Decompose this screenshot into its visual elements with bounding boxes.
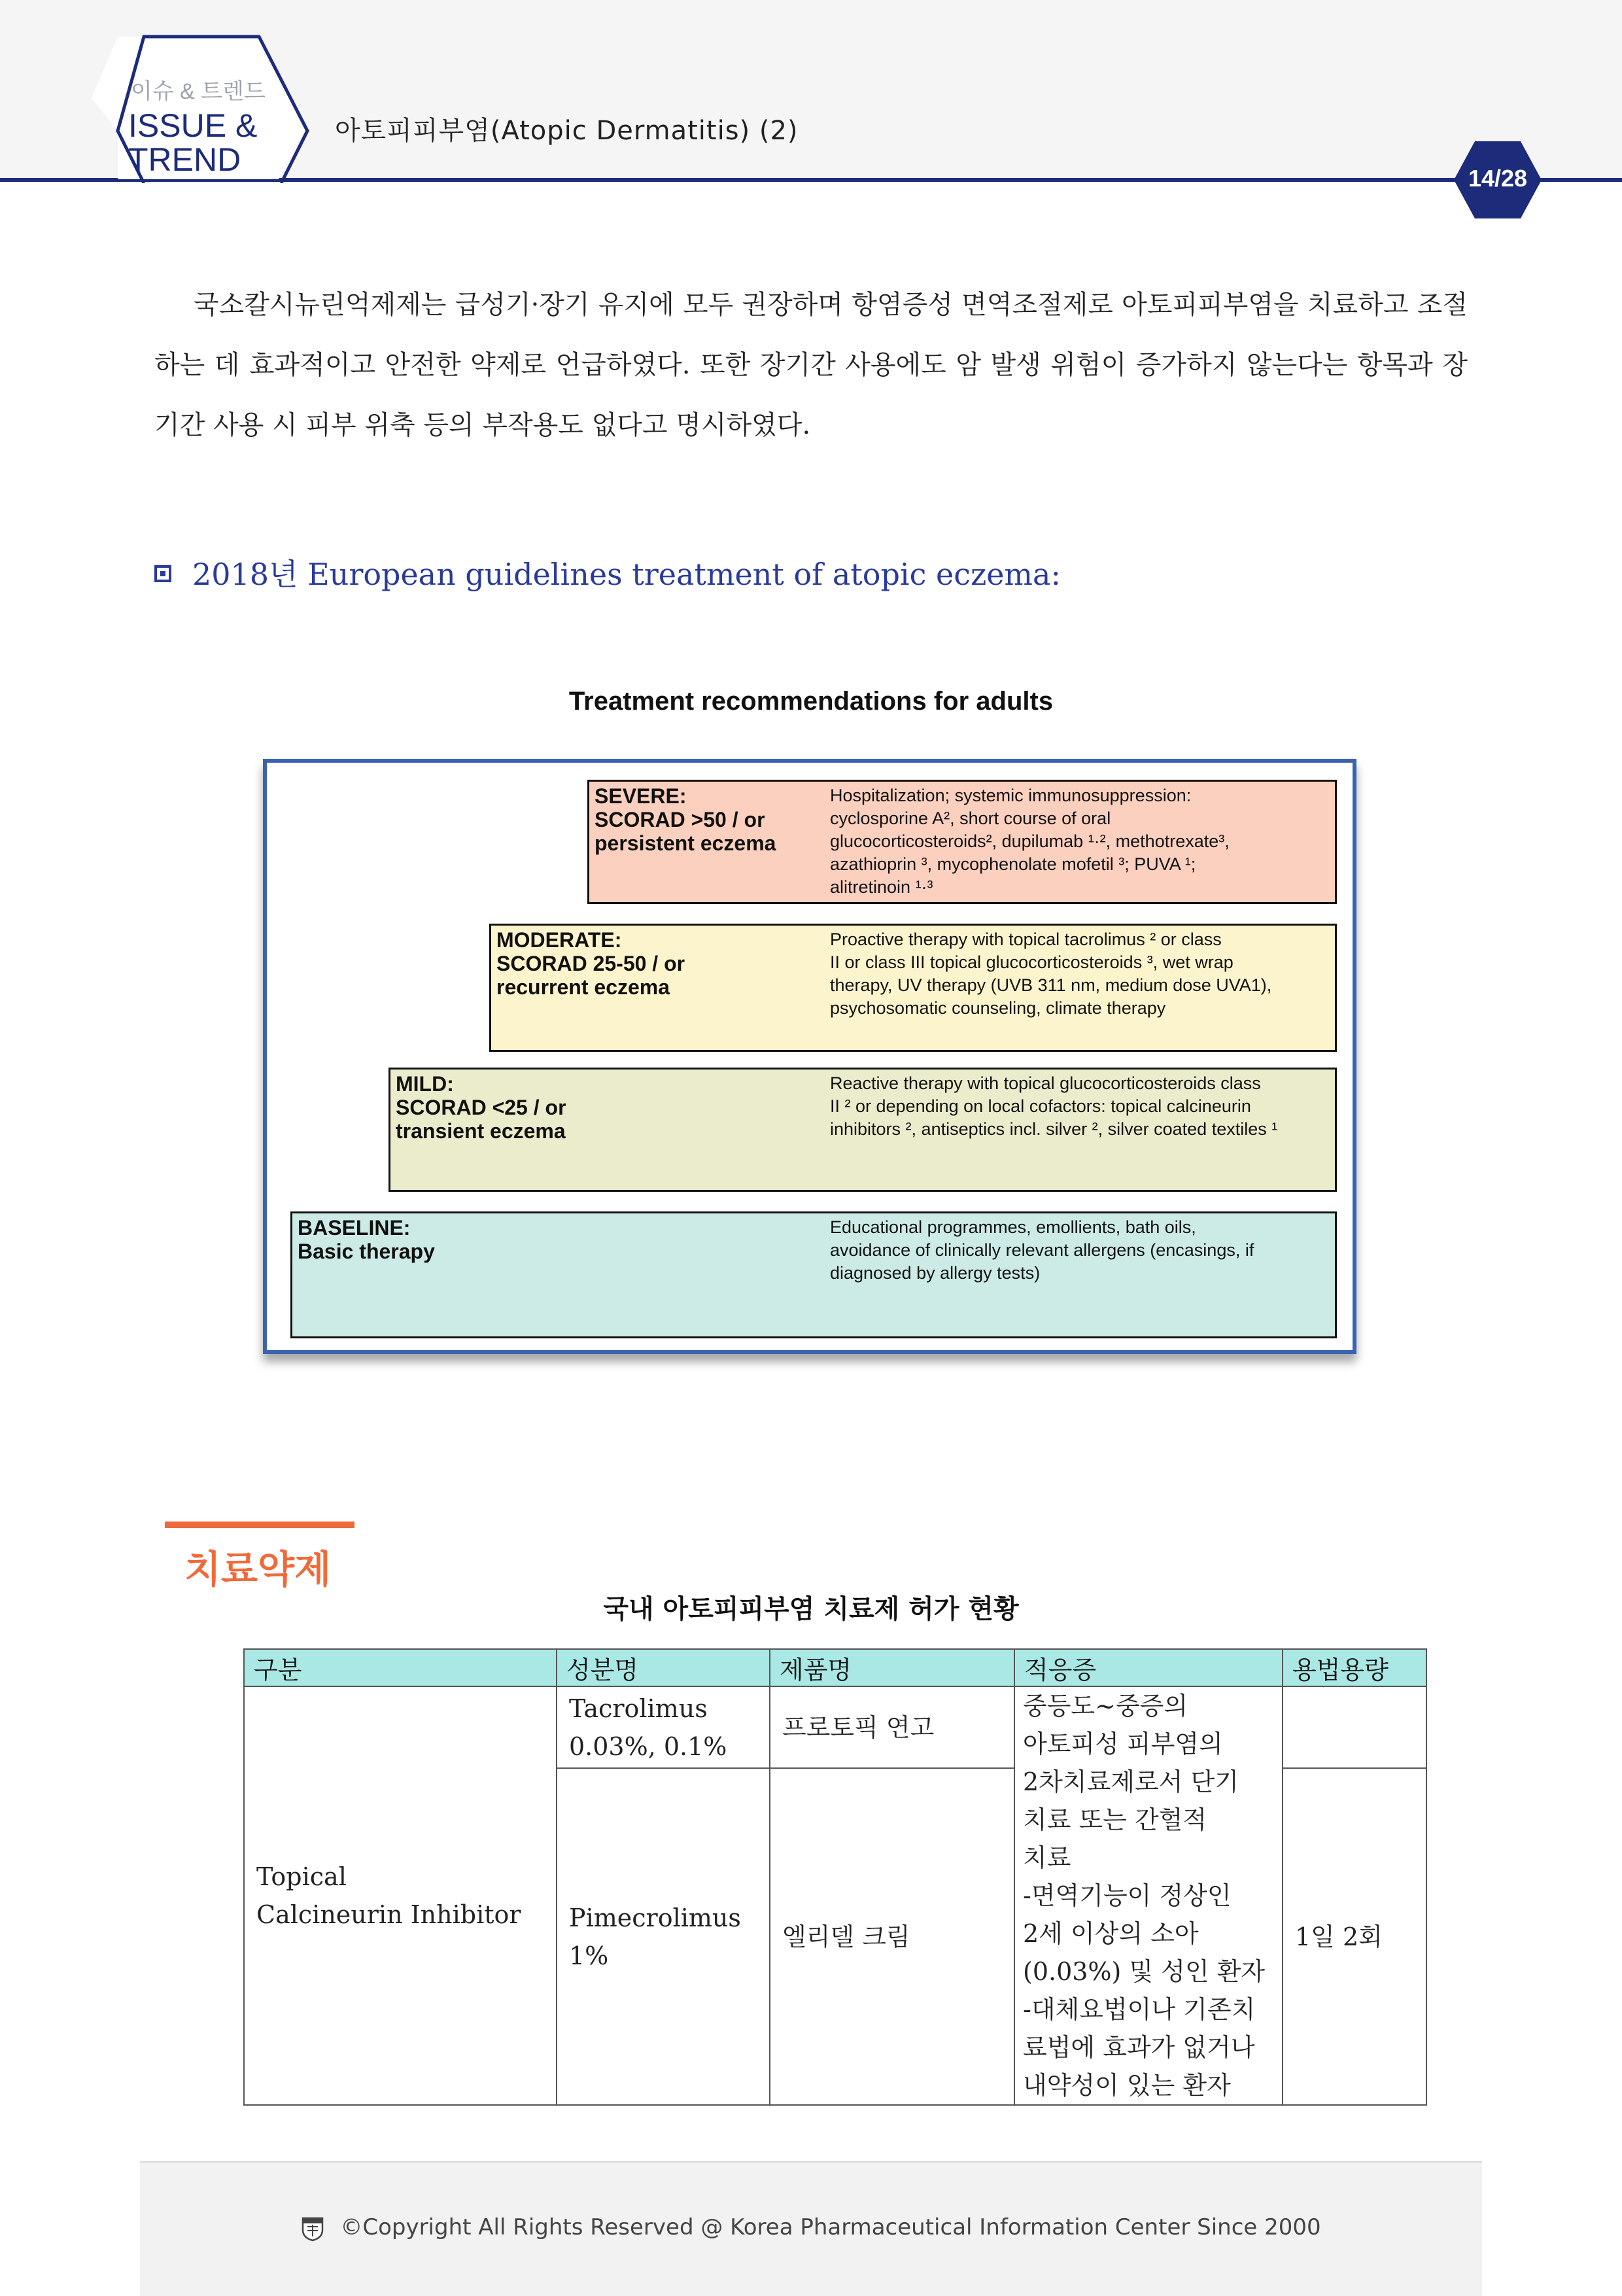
- tier-moderate-label: MODERATE: SCORAD 25-50 / or recurrent eczema: [496, 928, 685, 999]
- figure-title: Treatment recommendations for adults: [568, 687, 1054, 716]
- section-accent-bar: [165, 1522, 354, 1528]
- dosage-cell: [1283, 1686, 1426, 1768]
- treatment-pyramid-figure: [263, 759, 1356, 1354]
- copyright-text: ©Copyright All Rights Reserved @ Korea Pharmaceutical Information Center Since 2000: [340, 2214, 1321, 2240]
- tier-moderate: [489, 924, 1337, 1052]
- kpic-shield-logo-icon: [301, 2216, 324, 2242]
- tier-mild: [388, 1068, 1337, 1192]
- section-heading: 치료약제: [184, 1547, 332, 1592]
- tier-moderate-text: Proactive therapy with topical tacrolimus ² or class II or class III topical glucocorticosteroids ³, wet wrap therapy, UV therapy (UVB 311 nm, medium dose UVA1), psychosomatic counseling, climate therapy: [830, 930, 1272, 1018]
- indication-cell: 중등도~중증의 아토피성 피부염의 2차치료제로서 단기 치료 또는 간헐적 치료 -면역기능이 정상인 2세 이상의 소아 (0.03%) 및 성인 환자 -대체요법이나 기존치 료법에 효과가 없거나 내약성이 있는 환자: [1014, 1686, 1283, 2105]
- tier-severe-label: SEVERE: SCORAD >50 / or persistent eczema: [595, 784, 776, 855]
- table-title: 국내 아토피피부염 치료제 허가 현황: [603, 1594, 1019, 1624]
- tier-mild-text: Reactive therapy with topical glucocorticosteroids class II ² or depending on local cofactors: topical calcineurin inhibitors ², antiseptics incl. silver ², silver coated textiles ¹: [830, 1073, 1278, 1139]
- ingredient-cell: Tacrolimus 0.03%, 0.1%: [557, 1686, 770, 1768]
- column-header-ingredient: 성분명: [557, 1649, 770, 1686]
- intro-paragraph: 국소칼시뉴린억제제는 급성기·장기 유지에 모두 권장하며 항염증성 면역조절제로 아토피피부염을 치료하고 조절하는 데 효과적이고 안전한 약제로 언급하였다. 또한 장기간 사용에도 암 발생 위험이 증가하지 않는다는 항목과 장기간 사용 시 피부 위축 등의 부작용도 없다고 명시하였다.: [154, 290, 1468, 440]
- column-header-category: 구분: [244, 1649, 557, 1686]
- tier-baseline-label: BASELINE: Basic therapy: [298, 1216, 435, 1263]
- product-cell: 프로토픽 연고: [770, 1686, 1014, 1768]
- category-cell: Topical Calcineurin Inhibitor: [244, 1686, 557, 2105]
- footer: [0, 2214, 1622, 2242]
- badge-korean-label: 이슈 & 트렌드: [131, 79, 266, 104]
- table-row: [244, 1686, 1426, 1768]
- column-header-indication: 적응증: [1014, 1649, 1283, 1686]
- page-header-title: 아토피피부염(Atopic Dermatitis) (2): [335, 116, 799, 146]
- badge-issue-label: ISSUE &: [128, 107, 258, 144]
- square-bullet-icon: [154, 565, 171, 582]
- guideline-heading-text: 2018년 European guidelines treatment of atopic eczema:: [192, 557, 1061, 592]
- product-cell: 엘리델 크림: [770, 1768, 1014, 2105]
- guideline-heading: [154, 551, 1061, 594]
- table-header-row: [244, 1649, 1426, 1686]
- tier-mild-label: MILD: SCORAD <25 / or transient eczema: [396, 1072, 566, 1143]
- tier-baseline-text: Educational programmes, emollients, bath oils, avoidance of clinically relevant allergens (encasings, if diagnosed by allergy tests): [830, 1217, 1254, 1283]
- page-number: 14/28: [1468, 165, 1528, 192]
- dosage-cell: 1일 2회: [1283, 1768, 1426, 2105]
- tier-baseline: [290, 1211, 1337, 1338]
- column-header-dosage: 용법용량: [1283, 1649, 1426, 1686]
- ingredient-cell: Pimecrolimus 1%: [557, 1768, 770, 2105]
- tier-severe: [587, 780, 1337, 904]
- drug-approval-table: [243, 1648, 1427, 2106]
- badge-trend-label: TREND: [128, 141, 241, 178]
- tier-severe-text: Hospitalization; systemic immunosuppression: cyclosporine A², short course of oral glucocorticosteroids², dupilumab ¹·², methotrexate³, azathioprin ³, mycophenolate mofetil ³; PUVA ¹; alitretinoin ¹·³: [830, 786, 1230, 897]
- column-header-product: 제품명: [770, 1649, 1014, 1686]
